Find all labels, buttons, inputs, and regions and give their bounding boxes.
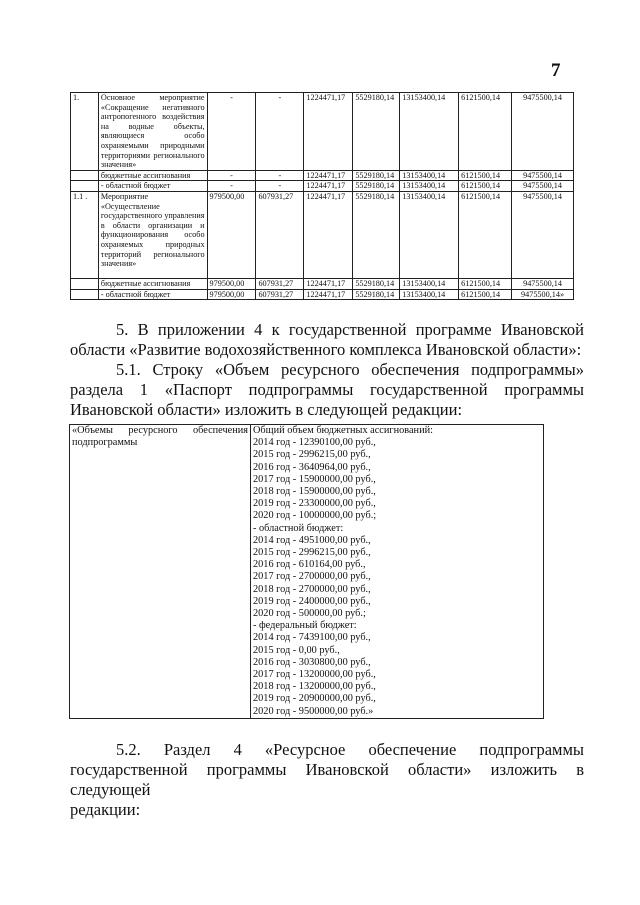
year-value-cell: 1224471,17 (304, 170, 353, 181)
funding-line: 2015 год - 2996215,00 руб., (253, 547, 371, 559)
resource-volume-table (69, 424, 544, 719)
year-value-cell: 607931,27 (256, 191, 304, 278)
row-description: бюджетные ассигнования (98, 278, 207, 289)
funding-line: Общий объем бюджетных ассигнований: (253, 425, 433, 436)
year-value-cell: 607931,27 (256, 289, 304, 300)
year-value-cell: 979500,00 (207, 289, 256, 300)
year-value-cell: - (256, 93, 304, 171)
year-value-cell: - (207, 170, 256, 181)
year-value-cell: 9475500,14» (512, 289, 574, 300)
year-value-cell: 9475500,14 (512, 278, 574, 289)
table-row (70, 425, 544, 719)
funding-line: 2014 год - 7439100,00 руб., (253, 632, 371, 644)
paragraph-5-1-line-1: 5.1. Строку «Объем ресурсного обеспечения подпрограммы» (116, 360, 584, 379)
year-value-cell: 13153400,14 (400, 93, 459, 171)
year-value-cell: 1224471,17 (304, 93, 353, 171)
year-value-cell: 1224471,17 (304, 289, 353, 300)
label-line-1: «Объемы ресурсного обеспечения (72, 425, 248, 436)
label-line-2: подпрограммы (72, 437, 138, 449)
row-number: 1. (71, 93, 99, 171)
paragraph-5 (70, 320, 584, 360)
table-row (71, 181, 574, 192)
year-value-cell: 13153400,14 (400, 170, 459, 181)
funding-line: 2019 год - 23300000,00 руб., (253, 498, 376, 510)
row-description: - областной бюджет (98, 289, 207, 300)
page-number: 7 (551, 60, 561, 81)
year-value-cell: 13153400,14 (400, 181, 459, 192)
year-value-cell: 5529180,14 (353, 278, 400, 289)
funding-line: 2017 год - 13200000,00 руб., (253, 669, 376, 681)
funding-line: 2018 год - 15900000,00 руб., (253, 486, 376, 498)
paragraph-5-line-2: области «Развитие водохозяйственного комплекса Ивановской области»: (70, 340, 582, 359)
year-value-cell: 1224471,17 (304, 278, 353, 289)
year-value-cell: 6121500,14 (459, 278, 512, 289)
funding-line: 2016 год - 610164,00 руб., (253, 559, 366, 571)
row-number (71, 278, 99, 289)
funding-line: - федеральный бюджет: (253, 620, 357, 632)
year-value-cell: 6121500,14 (459, 93, 512, 171)
year-value-cell: 5529180,14 (353, 93, 400, 171)
funding-line: 2019 год - 2400000,00 руб., (253, 595, 371, 607)
year-value-cell: - (256, 170, 304, 181)
year-value-cell: 9475500,14 (512, 93, 574, 171)
row-number (71, 289, 99, 300)
funding-line: 2015 год - 2996215,00 руб., (253, 449, 371, 461)
row-number: 1.1 . (71, 191, 99, 278)
row-number (71, 181, 99, 192)
year-value-cell: 1224471,17 (304, 181, 353, 192)
funding-line: - областной бюджет: (253, 522, 344, 534)
row-description: Основное мероприятие «Сокращение негативного антропогенного воздействия на водные объекты, являющиеся особо охраняемыми природными территориями регионального значения» (98, 93, 207, 171)
year-value-cell: 9475500,14 (512, 170, 574, 181)
funding-line: 2016 год - 3640964,00 руб., (253, 461, 371, 473)
year-value-cell: 5529180,14 (353, 289, 400, 300)
funding-line: 2014 год - 4951000,00 руб., (253, 534, 371, 546)
year-value-cell: - (256, 181, 304, 192)
year-value-cell: 9475500,14 (512, 191, 574, 278)
row-description: бюджетные ассигнования (98, 170, 207, 181)
year-value-cell: 13153400,14 (400, 289, 459, 300)
funding-line: 2020 год - 10000000,00 руб.; (253, 510, 377, 522)
row-description: Мероприятие «Осуществление государственного управления в области организации и функционирования особо охраняемых природных территорий регионального значения» (98, 191, 207, 278)
paragraph-5-1 (70, 360, 584, 420)
funding-table-activities (70, 92, 574, 300)
funding-line: 2018 год - 2700000,00 руб., (253, 583, 371, 595)
table-row (71, 170, 574, 181)
year-value-cell: 6121500,14 (459, 289, 512, 300)
paragraph-5-2-line-3: редакции: (70, 800, 141, 819)
paragraph-5-1-line-3: Ивановской области» изложить в следующей редакции: (70, 400, 463, 419)
year-value-cell: 5529180,14 (353, 191, 400, 278)
table-row (71, 93, 574, 171)
year-value-cell: 5529180,14 (353, 181, 400, 192)
year-value-cell: - (207, 93, 256, 171)
year-value-cell: 979500,00 (207, 278, 256, 289)
year-value-cell: 5529180,14 (353, 170, 400, 181)
row-number (71, 170, 99, 181)
table-row (71, 191, 574, 278)
table-row (71, 289, 574, 300)
funding-line: 2015 год - 0,00 руб., (253, 644, 340, 656)
paragraph-5-1-line-2: раздела 1 «Паспорт подпрограммы государственной программы (70, 380, 584, 399)
year-value-cell: 13153400,14 (400, 191, 459, 278)
funding-line: 2017 год - 2700000,00 руб., (253, 571, 371, 583)
year-value-cell: - (207, 181, 256, 192)
year-value-cell: 607931,27 (256, 278, 304, 289)
year-value-cell: 6121500,14 (459, 191, 512, 278)
resource-volume-values (251, 425, 544, 719)
funding-line: 2020 год - 500000,00 руб.; (253, 608, 366, 620)
year-value-cell: 6121500,14 (459, 181, 512, 192)
year-value-cell: 979500,00 (207, 191, 256, 278)
row-description: - областной бюджет (98, 181, 207, 192)
paragraph-5-2-line-1: 5.2. Раздел 4 «Ресурсное обеспечение подпрограммы (116, 740, 584, 759)
year-value-cell: 13153400,14 (400, 278, 459, 289)
funding-line: 2019 год - 20900000,00 руб., (253, 693, 376, 705)
paragraph-5-2-line-2: государственной программы Ивановской области» изложить в следующей (70, 760, 584, 799)
year-value-cell: 9475500,14 (512, 181, 574, 192)
funding-line: 2016 год - 3030800,00 руб., (253, 656, 371, 668)
table-row (71, 278, 574, 289)
funding-line: 2017 год - 15900000,00 руб., (253, 473, 376, 485)
year-value-cell: 1224471,17 (304, 191, 353, 278)
year-value-cell: 6121500,14 (459, 170, 512, 181)
paragraph-5-2 (70, 740, 584, 820)
funding-line: 2018 год - 13200000,00 руб., (253, 681, 376, 693)
funding-line: 2020 год - 9500000,00 руб.» (253, 705, 374, 717)
funding-line: 2014 год - 12390100,00 руб., (253, 437, 376, 449)
paragraph-5-line-1: 5. В приложении 4 к государственной программе Ивановской (116, 320, 584, 339)
resource-volume-label (70, 425, 251, 719)
